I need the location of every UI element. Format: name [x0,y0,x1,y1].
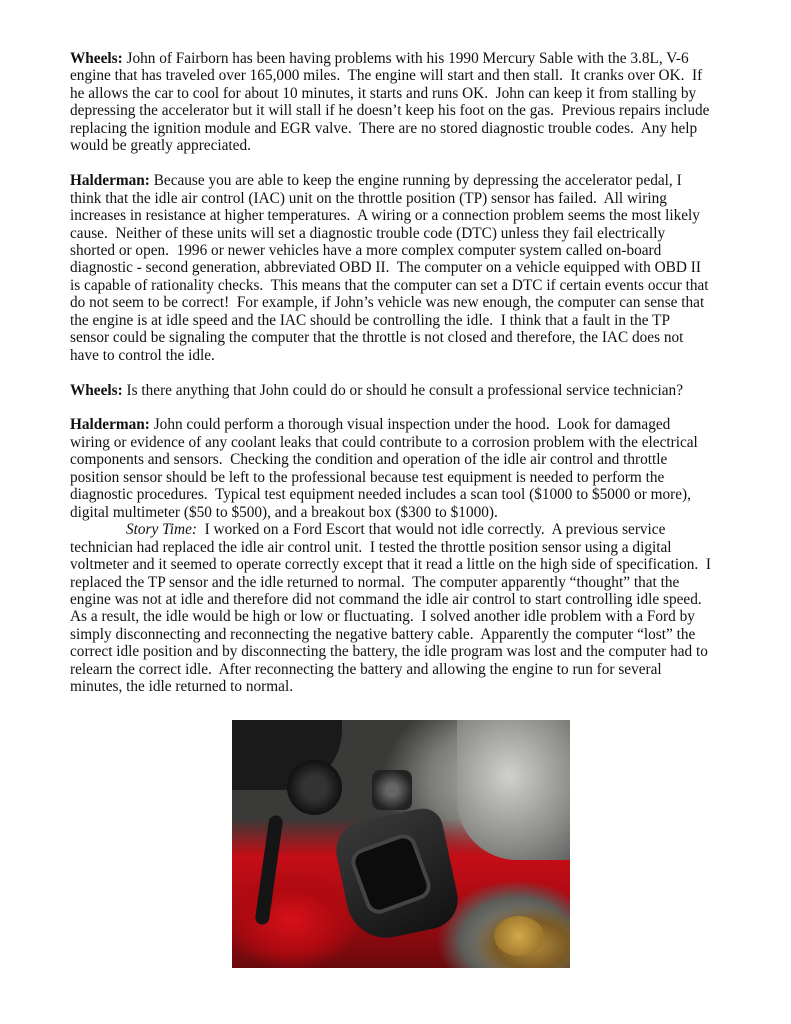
wire [254,815,283,926]
line-text: would be greatly appreciated. [70,137,251,155]
text-line [70,643,770,660]
line-text: Is there anything that John could do or should he consult a professional service technician? [122,381,683,399]
line-text: engine was not at idle and therefore did not command the idle air control to start controlling idle speed. [70,591,702,608]
text-line [70,190,770,207]
text-line [70,608,770,625]
text-line [70,416,770,433]
speaker-label: Halderman: [70,416,150,434]
text-line [70,626,770,643]
text-line [70,678,770,695]
line-text: engine that has traveled over 165,000 miles. The engine will start and then stall. It cranks over OK. If [70,67,703,85]
line-text: technician had replaced the idle air control unit. I tested the throttle position sensor using a digital [70,538,672,556]
line-text: do not seem to be correct! For example, if John’s vehicle was new enough, the computer can sense that [70,294,705,312]
line-text: John could perform a thorough visual inspection under the hood. Look for damaged [149,416,671,434]
line-text: diagnostic procedures. Typical test equipment needed includes a scan tool ($1000 to $5000 or more), [70,486,691,504]
line-text: he allows the car to cool for about 10 minutes, it starts and runs OK. John can keep it from stalling by [70,84,697,102]
line-text: minutes, the idle returned to normal. [70,678,294,696]
dialogue-paragraph [70,382,770,399]
text-line [70,120,770,137]
line-text: shorted or open. 1996 or newer vehicles have a more complex computer system called on-board [70,241,662,259]
speaker-label: Wheels: [70,381,123,399]
text-line [70,347,770,364]
line-text: the engine is at idle speed and the IAC should be controlling the idle. I think that a fault in the TP [70,311,670,329]
text-line [70,661,770,678]
text-line [70,172,770,189]
text-line [70,312,770,329]
text-line [70,486,770,503]
speaker-label: Halderman: [70,172,150,190]
line-text: cause. Neither of these units will set a diagnostic trouble code (DTC) unless they fail electrically [70,224,666,242]
document-body [70,50,770,713]
text-line [70,329,770,346]
text-line [70,539,770,556]
line-text: As a result, the idle would be high or low or fluctuating. I solved another idle problem with a Ford by [70,608,695,626]
brass-fitting [494,916,544,956]
line-text: John of Fairborn has been having problems with his 1990 Mercury Sable with the 3.8L, V-6 [122,50,689,67]
throttle-body [457,720,570,860]
story-time-paragraph [70,521,770,696]
line-text: increases in resistance at higher temperatures. A wiring or a connection problem seems the most likely [70,207,700,225]
text-line [70,102,770,119]
line-text: depressing the accelerator but it will stall if he doesn’t keep his foot on the gas. Previous repairs include [70,102,710,120]
text-line [70,521,770,538]
line-text: have to control the idle. [70,346,215,364]
text-line [70,277,770,294]
text-line [70,50,770,67]
line-text: I worked on a Ford Escort that would not idle correctly. A previous service [196,521,666,539]
text-line [70,294,770,311]
dialogue-paragraph [70,50,770,155]
line-text: voltmeter and it seemed to operate correctly except that it read a little on the high side of specification. I [70,556,711,574]
line-text: correct idle position and by disconnecting the battery, the idle program was lost and the computer had to [70,643,708,661]
line-text: diagnostic - second generation, abbreviated OBD II. The computer on a vehicle equipped with OBD II [70,259,701,277]
line-text: sensor could be signaling the computer that the throttle is not closed and therefore, the IAC does not [70,329,684,347]
text-line [70,591,770,608]
line-text: position sensor should be left to the professional because test equipment is needed to perform the [70,468,665,486]
dialogue-paragraph [70,416,770,521]
text-line [70,451,770,468]
round-connector [287,760,342,815]
speaker-label: Wheels: [70,50,123,67]
line-text: replaced the TP sensor and the idle returned to normal. The computer apparently “thought” that the [70,573,680,591]
text-line [70,382,770,399]
line-text: is capable of rationality checks. This means that the computer can set a DTC if certain events occur that [70,276,709,294]
text-line [70,259,770,276]
text-line [70,242,770,259]
text-line [70,434,770,451]
story-time-label: Story Time: [126,521,197,539]
line-text: relearn the correct idle. After reconnecting the battery and allowing the engine to run for several [70,660,662,678]
line-text: think that the idle air control (IAC) unit on the throttle position (TP) sensor has failed. All wiring [70,189,667,207]
line-text: components and sensors. Checking the condition and operation of the idle air control and throttle [70,451,668,469]
line-text: digital multimeter ($50 to $500), and a breakout box ($300 to $1000). [70,503,498,521]
engine-photo-iac-tp-sensor [232,720,570,968]
text-line [70,574,770,591]
text-line [70,85,770,102]
line-text: Because you are able to keep the engine running by depressing the accelerator pedal, I [149,172,682,190]
dialogue-paragraph [70,172,770,364]
line-text: wiring or evidence of any coolant leaks that could contribute to a corrosion problem with the electrical [70,433,698,451]
text-line [70,504,770,521]
text-line [70,207,770,224]
text-line [70,556,770,573]
text-line [70,225,770,242]
bolt [372,770,412,810]
text-line [70,137,770,154]
text-line [70,67,770,84]
line-text: simply disconnecting and reconnecting the negative battery cable. Apparently the computer “lost” the [70,625,696,643]
text-line [70,469,770,486]
line-text: replacing the ignition module and EGR valve. There are no stored diagnostic trouble codes. Any help [70,119,698,137]
